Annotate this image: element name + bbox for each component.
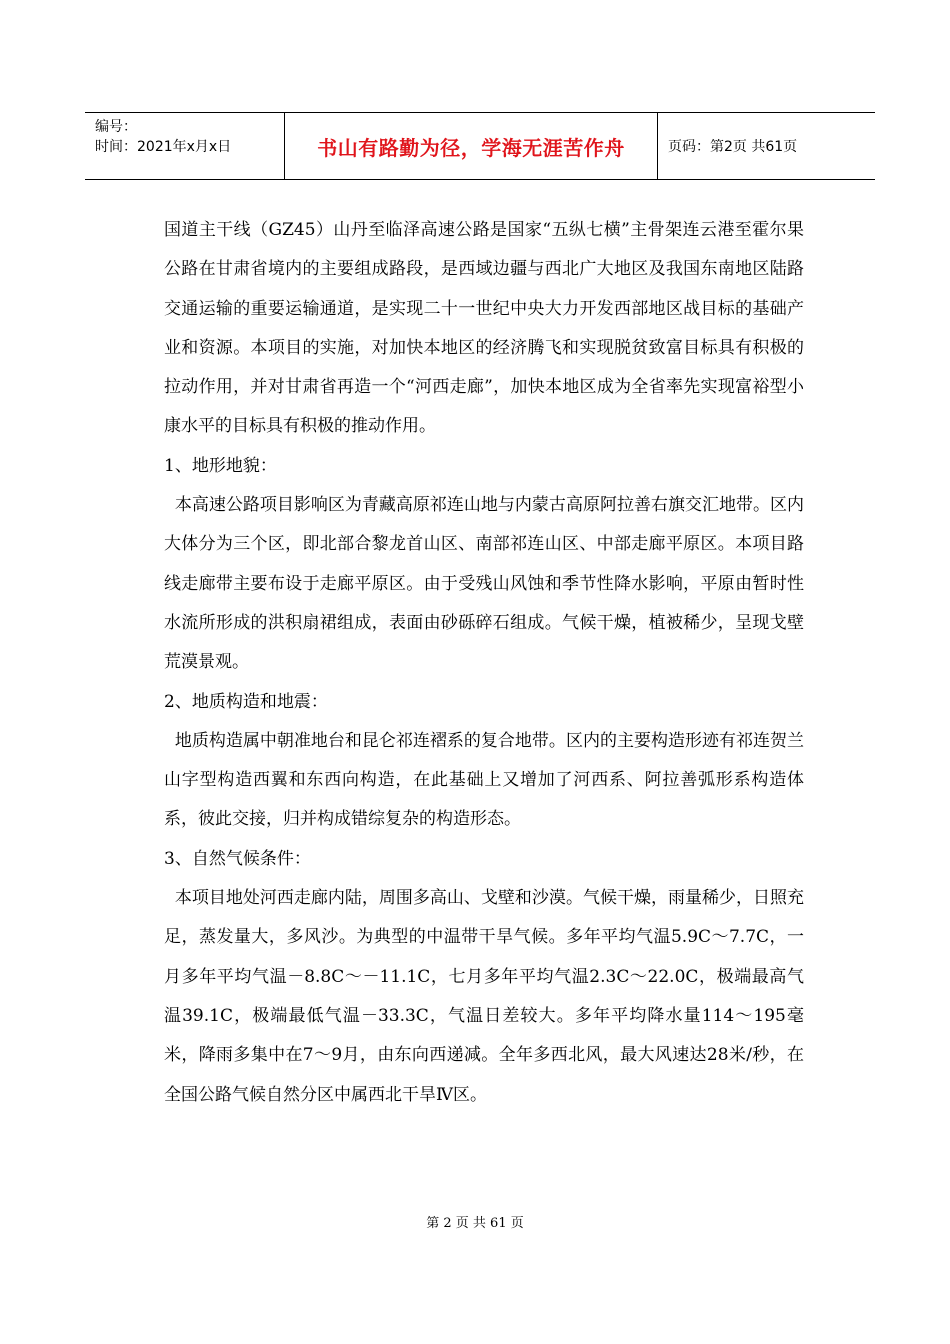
- motto: 书山有路勤为径，学海无涯苦作舟: [285, 113, 658, 179]
- document-body: [164, 211, 804, 1115]
- section-heading-climate: 3、自然气候条件：: [164, 848, 311, 869]
- paragraph-terrain: 本高速公路项目影响区为青藏高原祁连山地与内蒙古高原阿拉善右旗交汇地带。区内大体分为三个区，即北部合黎龙首山区、南部祁连山区、中部走廊平原区。本项目路线走廊带主要布设于走廊平原区。由于受残山风蚀和季节性降水影响，平原由暂时性水流所形成的洪积扇裙组成，表面由砂砾碎石组成。气候干燥，植被稀少，呈现戈壁荒漠景观。: [164, 495, 805, 673]
- page-number-label: 页码：第2页 共61页: [668, 139, 798, 155]
- paragraph-geology: 地质构造属中朝准地台和昆仑祁连褶系的复合地带。区内的主要构造形迹有祁连贺兰山字型构造西翼和东西向构造，在此基础上又增加了河西系、阿拉善弧形系构造体系，彼此交接，归并构成错综复杂的构造形态。: [164, 730, 805, 830]
- paragraph-intro: 国道主干线（GZ45）山丹至临泽高速公路是国家“五纵七横”主骨架连云港至霍尔果公路在甘肃省境内的主要组成路段，是西域边疆与西北广大地区及我国东南地区陆路交通运输的重要运输通道，是实现二十一世纪中央大力开发西部地区战目标的基础产业和资源。本项目的实施，对加快本地区的经济腾飞和实现脱贫致富目标具有积极的拉动作用，并对甘肃省再造一个“河西走廊”，加快本地区成为全省率先实现富裕型小康水平的目标具有积极的推动作用。: [164, 220, 804, 437]
- number-label: 编号：: [95, 119, 137, 135]
- page-header: [85, 112, 875, 180]
- time-label: 时间：2021年x月x日: [95, 139, 232, 155]
- page-footer: 第 2 页 共 61 页: [426, 1216, 524, 1231]
- paragraph-climate: 本项目地处河西走廊内陆，周围多高山、戈壁和沙漠。气候干燥，雨量稀少，日照充足，蒸发量大，多风沙。为典型的中温带干旱气候。多年平均气温5.9C～7.7C，一月多年平均气温－8.8C～－11.1C，七月多年平均气温2.3C～22.0C，极端最高气温39.1C，极端最低气温－33.3C，气温日差较大。多年平均降水量114～195毫米，降雨多集中在7～9月，由东向西递减。全年多西北风，最大风速达28米/秒，在全国公路气候自然分区中属西北干旱Ⅳ区。: [164, 888, 805, 1105]
- section-heading-geology: 2、地质构造和地震：: [164, 691, 328, 712]
- section-heading-terrain: 1、地形地貌：: [164, 455, 277, 476]
- header-left-cell: [85, 113, 285, 179]
